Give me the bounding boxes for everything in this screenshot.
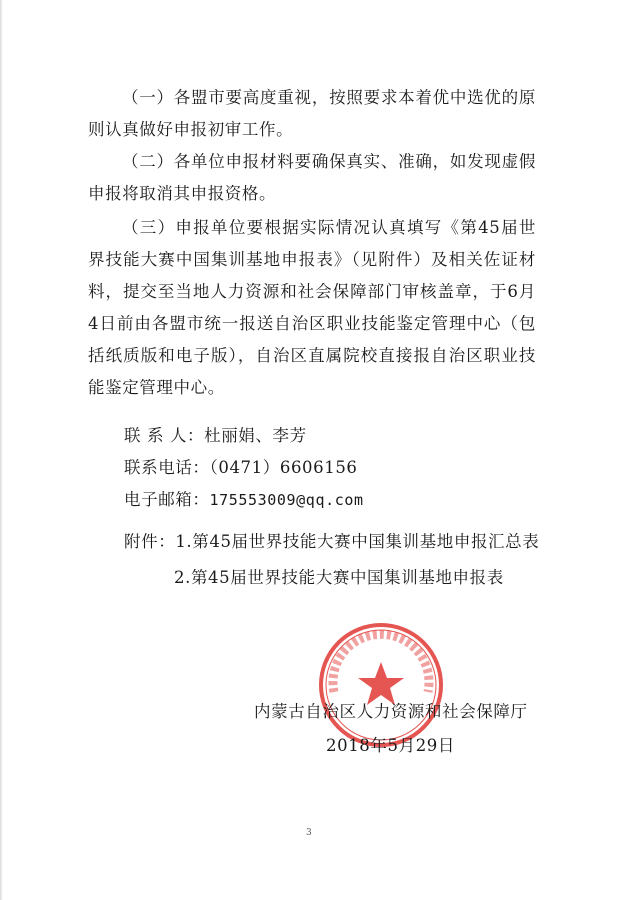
paragraph-1: （一）各盟市要高度重视，按照要求本着优中选优的原则认真做好申报初审工作。	[88, 88, 536, 139]
scan-edge	[0, 0, 3, 900]
contact-person	[124, 420, 307, 452]
contact-email-label: 电子邮箱：	[124, 490, 210, 509]
paragraph-2: （二）各单位申报材料要确保真实、准确，如发现虚假申报将取消其申报资格。	[88, 152, 536, 203]
attachment-1	[124, 526, 539, 558]
paragraph-3: （三）申报单位要根据实际情况认真填写《第45届世界技能大赛中国集训基地申报表》（见附件）及相关佐证材料，提交至当地人力资源和社会保障部门审核盖章，于6月4日前由各盟市统一报送自治区职业技能鉴定管理中心（包括纸质版和电子版），自治区直属院校直接报自治区职业技能鉴定管理中心。	[88, 218, 536, 397]
contact-phone	[124, 452, 358, 484]
page-number: 3	[306, 828, 312, 838]
contact-phone-label: 联系电话：	[124, 458, 210, 477]
contact-person-value: 杜丽娟、李芳	[204, 426, 307, 445]
attachment-label: 附件：	[124, 532, 176, 551]
signature-organization: 内蒙古自治区人力资源和社会保障厅	[254, 702, 528, 721]
attachment-2	[174, 562, 504, 594]
signature-date: 2018年5月29日	[326, 736, 455, 755]
attachment-item-1: 1.第45届世界技能大赛中国集训基地申报汇总表	[175, 532, 540, 551]
contact-email	[124, 484, 364, 516]
contact-person-label: 联 系 人：	[124, 426, 205, 445]
contact-phone-value: （0471）6606156	[209, 458, 358, 477]
attachment-item-2: 2.第45届世界技能大赛中国集训基地申报表	[174, 568, 504, 587]
contact-email-value: 175553009@qq.com	[209, 491, 364, 509]
